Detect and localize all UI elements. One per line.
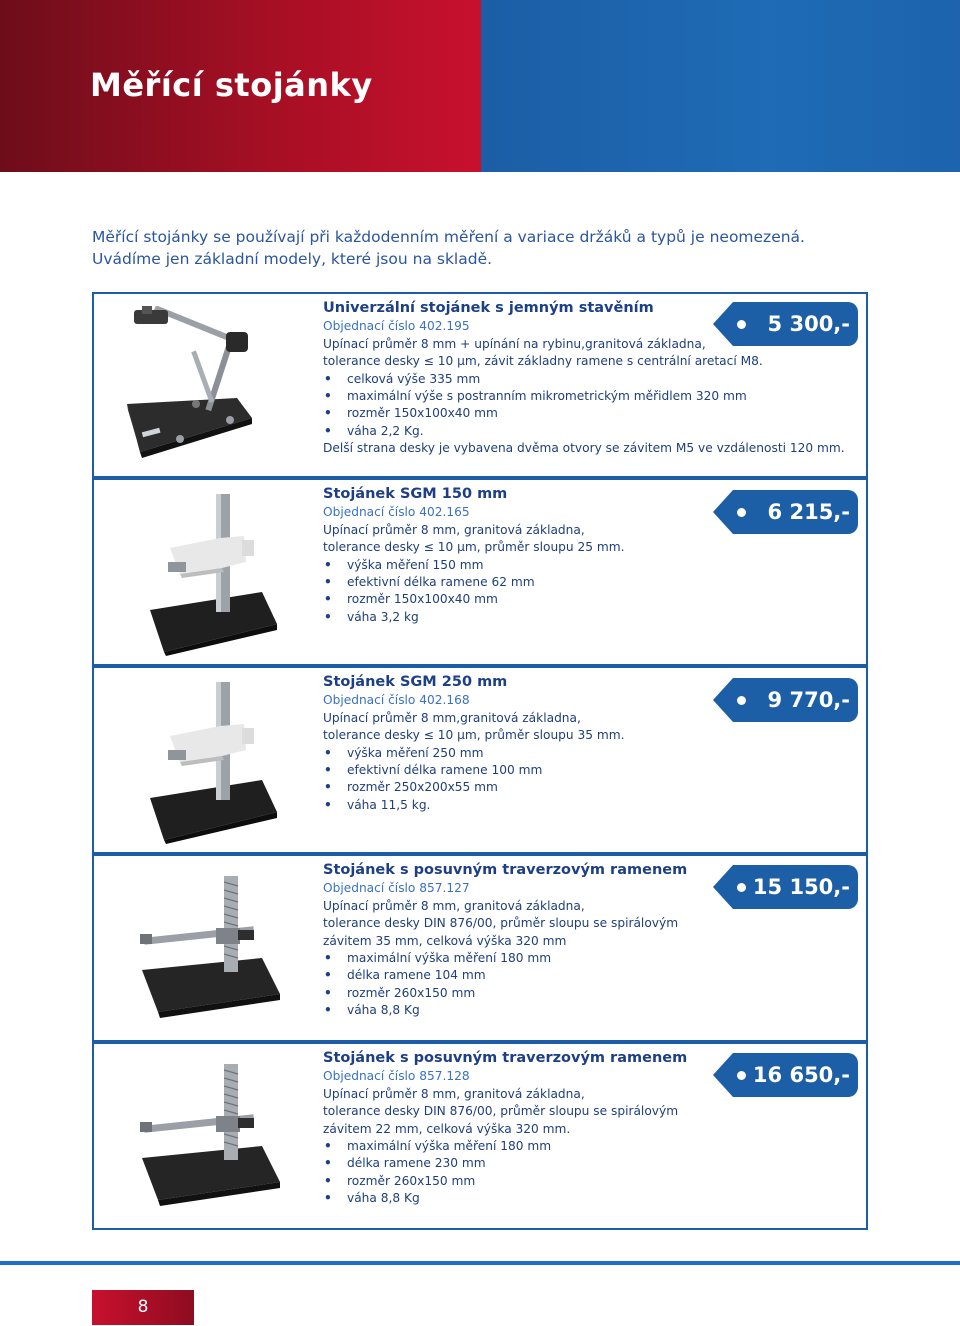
product-card [92,666,868,854]
product-card [92,478,868,666]
spec-bullet: • délka ramene 104 mm [323,967,843,984]
price-tag [733,678,858,722]
spec-line: tolerance desky DIN 876/00, průměr sloupu se spirálovým [323,1104,679,1119]
page-number-badge [92,1290,194,1325]
price-tag-hole [737,320,746,329]
spec-line: Upínací průměr 8 mm + upínání na rybinu,granitová základna, [323,336,706,351]
price-value: 9 770,- [767,688,850,712]
product-image-traverse-arm-128 [112,1060,307,1220]
price-tag [733,302,858,346]
spec-line: tolerance desky ≤ 10 µm, závit základny ramene s centrální aretací M8. [323,354,763,369]
page-number: 8 [137,1297,149,1317]
spec-note: Delší strana desky je vybavena dvěma otvory se závitem M5 ve vzdálenosti 120 mm. [323,441,845,456]
price-tag-hole [737,883,746,892]
price-tag [733,490,858,534]
spec-bullet: • efektivní délka ramene 100 mm [323,762,843,779]
spec-bullet: • efektivní délka ramene 62 mm [323,574,843,591]
spec-bullet: • maximální výška měření 180 mm [323,950,843,967]
spec-bullet: • váha 8,8 Kg [323,1002,843,1019]
product-title: Stojánek SGM 150 mm [323,486,508,502]
intro-line-2: Uvádíme jen základní modely, které jsou na skladě. [92,250,493,268]
order-number: Objednací číslo 402.168 [323,693,470,708]
product-title: Stojánek SGM 250 mm [323,674,508,690]
spec-bullet: • rozměr 250x200x55 mm [323,779,843,796]
spec-line: tolerance desky ≤ 10 µm, průměr sloupu 35 mm. [323,728,625,743]
spec-bullet: • rozměr 260x150 mm [323,985,843,1002]
spec-bullet: • maximální výše s postranním mikrometrickým měřidlem 320 mm [323,388,843,405]
intro-text [92,226,852,270]
intro-line-1: Měřící stojánky se používají při každodenním měření a variace držáků a typů je neomezená. [92,228,805,246]
spec-bullet: • výška měření 250 mm [323,745,843,762]
price-tag [733,1053,858,1097]
spec-bullet: • výška měření 150 mm [323,557,843,574]
spec-bullet: • rozměr 150x100x40 mm [323,591,843,608]
spec-line: závitem 22 mm, celková výška 320 mm. [323,1121,571,1136]
price-value: 5 300,- [767,312,850,336]
product-title: Stojánek s posuvným traverzovým ramenem [323,862,688,878]
spec-line: Upínací průměr 8 mm, granitová základna, [323,522,585,537]
spec-line: závitem 35 mm, celková výška 320 mm [323,933,567,948]
spec-bullet: • maximální výška měření 180 mm [323,1138,843,1155]
spec-line: Upínací průměr 8 mm, granitová základna, [323,898,585,913]
spec-bullet: • rozměr 150x100x40 mm [323,405,843,422]
order-number: Objednací číslo 857.128 [323,1069,470,1084]
product-card [92,292,868,478]
product-image-universal-stand [112,306,307,466]
spec-bullet: • rozměr 260x150 mm [323,1173,843,1190]
spec-line: tolerance desky ≤ 10 µm, průměr sloupu 25 mm. [323,540,625,555]
price-tag-hole [737,696,746,705]
spec-bullet: • délka ramene 230 mm [323,1155,843,1172]
price-value: 16 650,- [752,1063,850,1087]
product-image-traverse-arm-127 [112,872,307,1032]
order-number: Objednací číslo 402.165 [323,505,470,520]
spec-bullet: • váha 8,8 Kg [323,1190,843,1207]
spec-bullet: • celková výše 335 mm [323,371,843,388]
spec-line: tolerance desky DIN 876/00, průměr sloupu se spirálovým [323,916,679,931]
product-title: Stojánek s posuvným traverzovým ramenem [323,1050,688,1066]
spec-line: Upínací průměr 8 mm,granitová základna, [323,710,581,725]
product-image-sgm-150 [112,492,307,657]
page-title: Měřící stojánky [90,66,373,104]
order-number: Objednací číslo 857.127 [323,881,470,896]
spec-line: Upínací průměr 8 mm, granitová základna, [323,1086,585,1101]
header-blue-band [481,0,960,172]
price-value: 6 215,- [767,500,850,524]
product-image-sgm-250 [112,680,307,845]
price-value: 15 150,- [752,875,850,899]
page-header [0,0,960,172]
product-title: Univerzální stojánek s jemným stavěním [323,300,654,316]
price-tag [733,865,858,909]
product-card [92,854,868,1042]
footer-divider [0,1261,960,1265]
price-tag-hole [737,1071,746,1080]
spec-bullet: • váha 2,2 Kg. [323,423,843,440]
order-number: Objednací číslo 402.195 [323,319,470,334]
price-tag-hole [737,508,746,517]
spec-bullet: • váha 3,2 kg [323,609,843,626]
spec-bullet: • váha 11,5 kg. [323,797,843,814]
product-card [92,1042,868,1230]
